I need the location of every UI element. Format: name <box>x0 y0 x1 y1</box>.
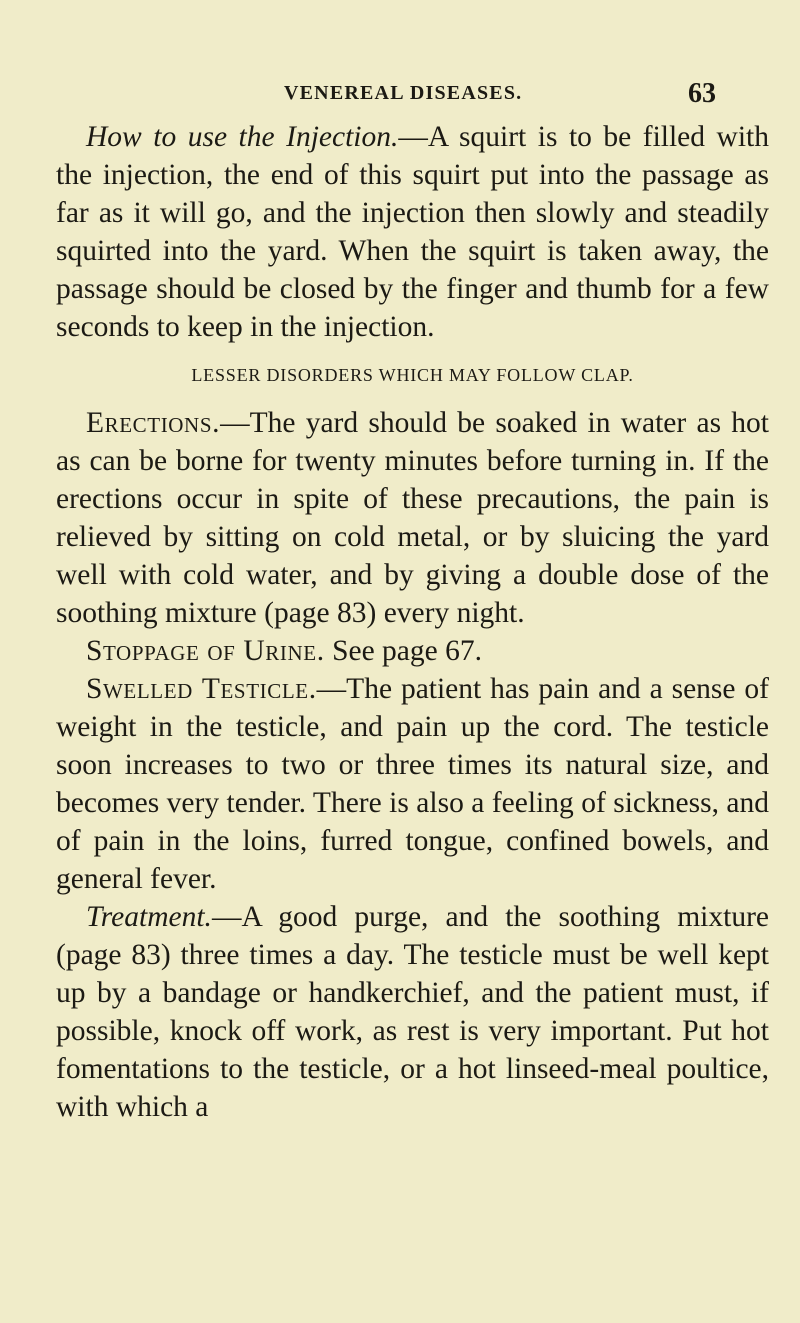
entry-stoppage-of-urine <box>56 632 769 670</box>
entry-swelled-testicle <box>56 670 769 898</box>
paragraph-lead: How to use the Injection. <box>86 121 399 153</box>
entry-lead: Swelled Testicle. <box>86 673 317 705</box>
entry-treatment <box>56 898 769 1126</box>
entry-text: —The patient has pain and a sense of weight in the testicle, and pain up the cord. The testicle soon increases to two or three times its natural size, and becomes very tender. There is also a feeling of sickness, and of pain in the loins, furred tongue, confined bowels, and general fever. <box>56 673 769 895</box>
entry-lead: Erections. <box>86 407 221 439</box>
running-head <box>0 78 800 112</box>
entry-erections <box>56 404 769 632</box>
paragraph-injection-use <box>56 118 769 346</box>
entry-text: See page 67. <box>324 635 482 667</box>
page-number: 63 <box>688 78 716 109</box>
entry-lead: Stoppage of Urine. <box>86 635 325 667</box>
section-heading: LESSER DISORDERS WHICH MAY FOLLOW CLAP. <box>191 365 634 385</box>
paragraph-text: —A squirt is to be filled with the injection, the end of this squirt put into the passage as far as it will go, and the injection then slowly and steadily squirted into the yard. When the squirt is taken away, the passage should be closed by the finger and thumb for a few seconds to keep in the injection. <box>56 121 769 343</box>
entry-lead: Treatment. <box>86 901 212 933</box>
body-text <box>56 118 769 1126</box>
entry-text: —The yard should be soaked in water as hot as can be borne for twenty minutes before turning in. If the erections occur in spite of these precautions, the pain is relieved by sitting on cold metal, or by sluicing the yard well with cold water, and by giving a double dose of the soothing mixture (page 83) every night. <box>56 407 769 629</box>
entry-text: —A good purge, and the soothing mixture (page 83) three times a day. The testicle must be well kept up by a bandage or handkerchief, and the patient must, if possible, knock off work, as rest is very important. Put hot fomentations to the testicle, or a hot linseed-meal poultice, with which a <box>56 901 769 1123</box>
running-title: VENEREAL DISEASES. <box>284 82 523 104</box>
